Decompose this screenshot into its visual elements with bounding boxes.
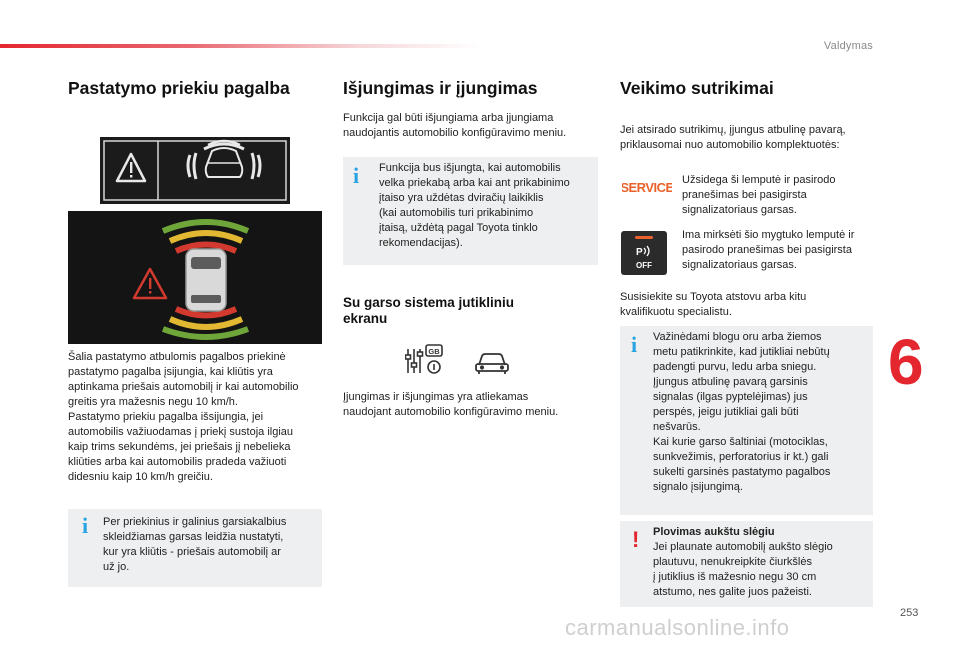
text-line: sukelti garsinės pastatymo pagalbos bbox=[653, 466, 831, 478]
service-label: SERVICE bbox=[622, 180, 672, 195]
chapter-number: 6 bbox=[888, 326, 924, 398]
section-disable-enable bbox=[343, 78, 598, 141]
section-title: Išjungimas ir įjungimas bbox=[343, 78, 538, 98]
info-box-sensors-weather bbox=[620, 326, 873, 515]
text-line: Funkcija gal būti išjungiama arba įjungiama bbox=[343, 112, 554, 124]
service-light-description bbox=[682, 173, 882, 218]
touchscreen-description bbox=[343, 390, 598, 420]
text-line: Funkcija bus išjungta, kai automobilis bbox=[379, 162, 561, 174]
svg-text:P: P bbox=[636, 247, 643, 258]
section-title: Veikimo sutrikimai bbox=[620, 78, 774, 98]
text-line: Įjungus atbulinę pavarą garsinis bbox=[653, 376, 808, 388]
text-line: aptinkama priešais automobilį ir kai automobilio bbox=[68, 381, 299, 393]
contact-dealer-text bbox=[620, 290, 880, 320]
section-front-parking-assist bbox=[68, 78, 323, 111]
info-icon: i bbox=[353, 163, 360, 188]
text-line: Kai kurie garso šaltiniai (motociklas, bbox=[653, 436, 828, 448]
car-icon bbox=[476, 354, 508, 374]
section-malfunctions bbox=[620, 78, 873, 111]
text-line: sunkvežimis, perforatorius ir kt.) gali bbox=[653, 451, 829, 463]
info-icon: i bbox=[82, 513, 89, 538]
text-line: padengti purvu, ledu arba sniegu. bbox=[653, 361, 817, 373]
info-box-towing bbox=[343, 157, 598, 265]
subsection-title-line: ekranu bbox=[343, 311, 388, 326]
front-assist-description bbox=[68, 350, 328, 485]
text-line: naudojant automobilio konfigūravimo meniu. bbox=[343, 406, 559, 418]
info-box-speakers bbox=[68, 509, 322, 587]
text-line: pasirodo pranešimas bei pasigirsta bbox=[682, 244, 852, 256]
text-line: Įjungimas ir išjungimas yra atliekamas bbox=[343, 391, 529, 403]
parking-off-button-icon bbox=[621, 231, 667, 275]
text-line: skleidžiamas garsas leidžia nustatyti, bbox=[103, 531, 284, 543]
watermark: carmanualsonline.info bbox=[565, 615, 790, 640]
service-warning-icon bbox=[622, 178, 672, 196]
section-title: Pastatymo priekiu pagalba bbox=[68, 78, 290, 98]
page-number: 253 bbox=[900, 607, 919, 619]
text-line: rekomendacijas). bbox=[379, 237, 463, 249]
text-line: kaip trims sekundėms, jei priešais jį nebelieka bbox=[68, 441, 291, 453]
text-line: įtaiso yra uždėtas dviračių laikiklis bbox=[379, 192, 544, 204]
text-line: pastatymo pagalba įsijungia, kai kliūtis yra bbox=[68, 366, 273, 378]
malfunction-intro bbox=[620, 123, 880, 153]
text-line: Per priekinius ir galinius garsiakalbius bbox=[103, 516, 287, 528]
text-line: į jutiklius iš mažesnio negu 30 cm bbox=[653, 571, 817, 583]
text-line: Pastatymo priekiu pagalba išsijungia, jei bbox=[68, 411, 264, 423]
text-line: signalas (ilgas pyptelėjimas) jus bbox=[653, 391, 808, 403]
warning-box-high-pressure-wash bbox=[620, 521, 873, 607]
text-line: Jei atsirado sutrikimų, įjungus atbulinę pavarą, bbox=[620, 124, 846, 136]
text-line: signalizatoriaus garsas. bbox=[682, 204, 797, 216]
text-line: didesniu kaip 10 km/h greičiu. bbox=[68, 471, 213, 483]
text-line: Jei plaunate automobilį aukšto slėgio bbox=[653, 541, 833, 553]
text-line: Važinėdami blogu oru arba žiemos bbox=[653, 331, 822, 343]
parking-sensor-diagram bbox=[68, 211, 322, 344]
text-line: priklausomai nuo automobilio komplektuotės: bbox=[620, 139, 840, 151]
text-line: pranešimas bei pasigirsta bbox=[682, 189, 807, 201]
text-line: Susisiekite su Toyota atstovu arba kitu bbox=[620, 291, 807, 303]
subsection-touchscreen bbox=[343, 295, 598, 327]
header-accent-bar bbox=[0, 44, 480, 48]
warning-exclamation-icon: ! bbox=[632, 527, 640, 552]
text-line: kur yra kliūtis - priešais automobilį ar bbox=[103, 546, 281, 558]
text-line: (kai automobilis turi prikabinimo bbox=[379, 207, 534, 219]
text-line: velka priekabą arba kai ant prikabinimo bbox=[379, 177, 570, 189]
info-icon: i bbox=[631, 332, 638, 357]
chapter-title: Valdymas bbox=[823, 40, 873, 52]
text-line: plautuvu, nenukreipkite čiurkšlės bbox=[653, 556, 812, 568]
text-line: nešvarūs. bbox=[653, 421, 701, 433]
warning-title: Plovimas aukštu slėgiu bbox=[653, 526, 775, 538]
parking-display-image bbox=[100, 137, 290, 204]
text-line: Užsidega ši lemputė ir pasirodo bbox=[682, 174, 836, 186]
button-light-description bbox=[682, 228, 882, 273]
text-line: naudojantis automobilio konfigūravimo meniu. bbox=[343, 127, 567, 139]
text-line: signalizatoriaus garsas. bbox=[682, 259, 797, 271]
text-line: greitis yra mažesnis negu 10 km/h. bbox=[68, 396, 238, 408]
text-line: atstumo, nes galite juos pažeisti. bbox=[653, 586, 812, 598]
text-line: perspės, jeigu jutikliai gali būti bbox=[653, 406, 799, 418]
off-label: OFF bbox=[636, 261, 652, 270]
text-line: kvalifikuotu specialistu. bbox=[620, 306, 732, 318]
language-badge: GB bbox=[428, 347, 440, 356]
text-line: signalo įsijungimą. bbox=[653, 481, 743, 493]
text-line: automobilis važiuodamas į priekį sustoja ilgiau bbox=[68, 426, 294, 438]
text-line: metu patikrinkite, kad jutikliai nebūtų bbox=[653, 346, 830, 358]
subsection-title-line: Su garso sistema jutikliniu bbox=[343, 295, 515, 310]
text-line: už jo. bbox=[103, 561, 130, 573]
text-line: Šalia pastatymo atbulomis pagalbos priekinė bbox=[68, 351, 286, 363]
text-line: įtaisą, uždėtą pagal Toyota tinklo bbox=[379, 222, 538, 234]
touchscreen-icons bbox=[405, 343, 515, 378]
text-line: Ima mirksėti šio mygtuko lemputė ir bbox=[682, 229, 855, 241]
text-line: kliūties arba kai automobilis pradeda važiuoti bbox=[68, 456, 287, 468]
